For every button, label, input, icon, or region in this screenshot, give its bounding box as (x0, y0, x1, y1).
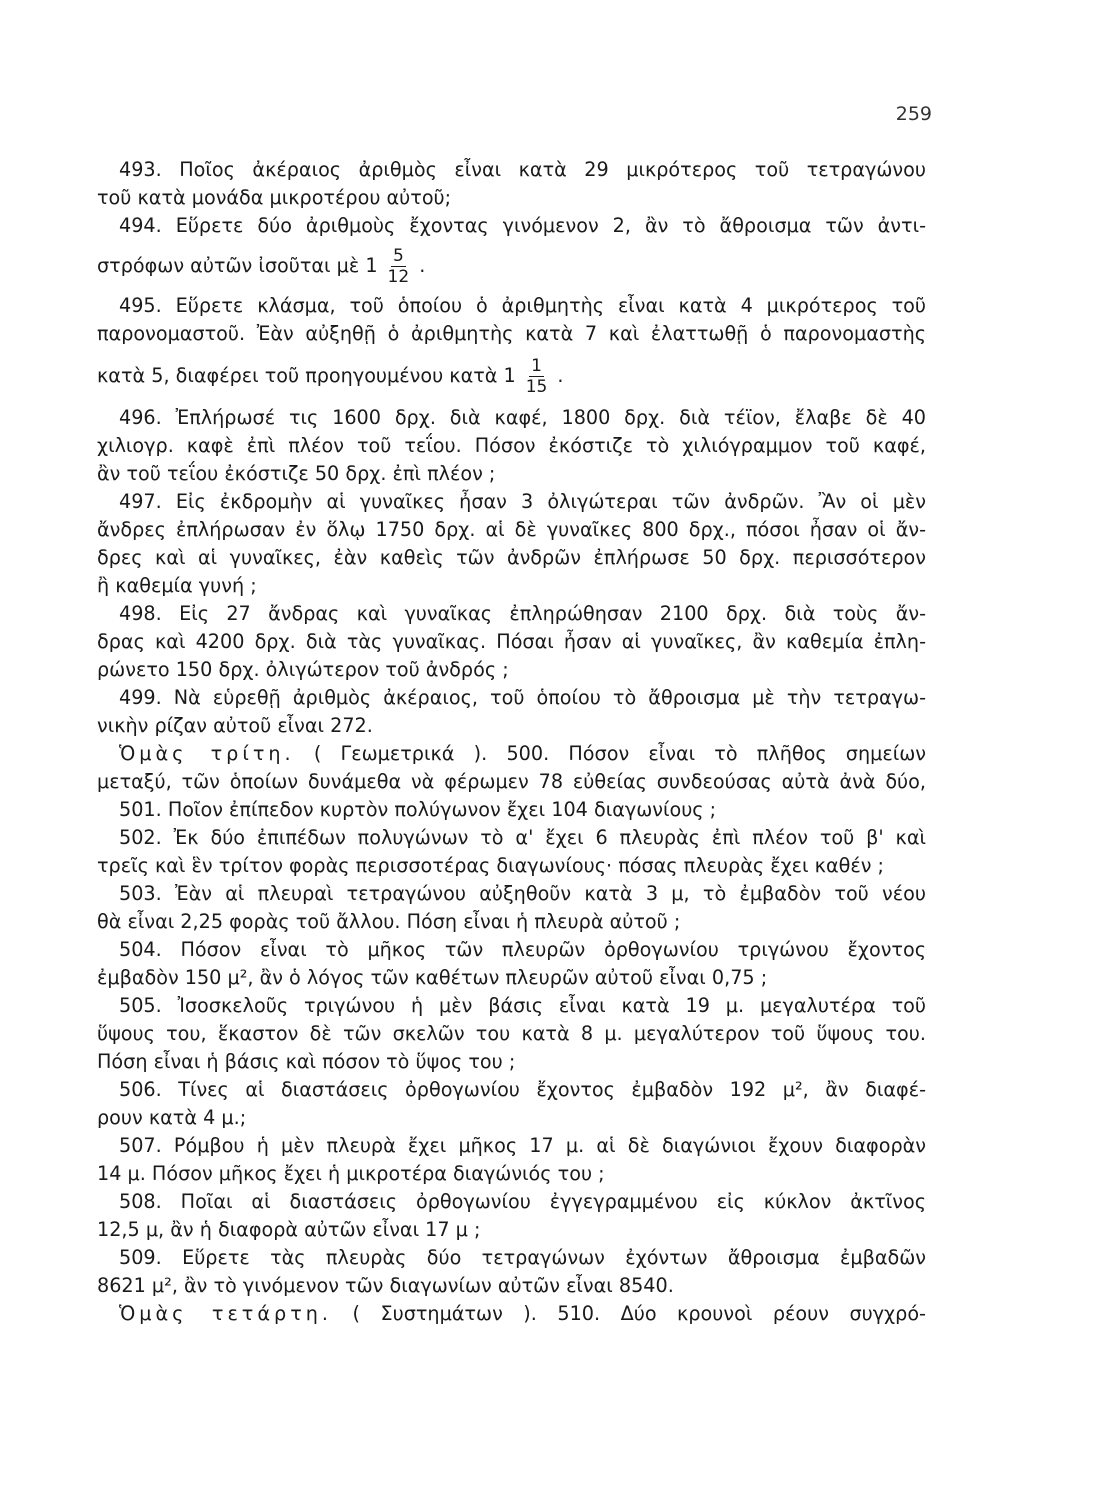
problem-506 (97, 1076, 926, 1132)
problem-line: τρεῖς καὶ ἓν τρίτον φορὰς περισσοτέρας διαγωνίους· πόσας πλευρὰς ἔχει καθέν ; (97, 854, 884, 877)
problem-line: ἢ καθεμία γυνή ; (97, 574, 257, 597)
group-subtitle: ( Συστημάτων ). (352, 1302, 537, 1325)
problem-line: ρώνετο 150 δρχ. ὀλιγώτερον τοῦ ἀνδρός ; (97, 658, 509, 681)
problem-line-with-fraction (97, 348, 926, 404)
problem-508 (97, 1188, 926, 1244)
group-subtitle: ( Γεωμετρικά ). (313, 742, 488, 765)
problem-line: 14 μ. Πόσον μῆκος ἔχει ἡ μικροτέρα διαγώνιός του ; (97, 1162, 605, 1185)
problem-line: ἂν τοῦ τεΐου ἐκόστιζε 50 δρχ. ἐπὶ πλέον ; (97, 462, 496, 485)
problem-line: Πόση εἶναι ἡ βάσις καὶ πόσον τὸ ὕψος του ; (97, 1050, 516, 1073)
problem-line: 505. Ἰσοσκελοῦς τριγώνου ἡ μὲν βάσις εἶναι κατὰ 19 μ. μεγαλυτέρα τοῦ (119, 994, 926, 1017)
problem-line: 494. Εὕρετε δύο ἀριθμοὺς ἔχοντας γινόμενον 2, ἂν τὸ ἄθροισμα τῶν ἀντι- (119, 214, 926, 237)
problem-line: 495. Εὕρετε κλάσμα, τοῦ ὁποίου ὁ ἀριθμητὴς εἶναι κατὰ 4 μικρότερος τοῦ (119, 294, 926, 317)
sentence-end: . (557, 364, 564, 387)
fraction (524, 356, 550, 397)
problem-497 (97, 488, 926, 600)
problem-line: τοῦ κατὰ μονάδα μικροτέρου αὐτοῦ; (97, 186, 452, 209)
problem-505 (97, 992, 926, 1076)
problem-line: 12,5 μ, ἂν ἡ διαφορὰ αὐτῶν εἶναι 17 μ ; (97, 1218, 481, 1241)
problem-line: κατὰ 5, διαφέρει τοῦ προηγουμένου κατὰ 1 (97, 364, 516, 387)
problem-line: 498. Εἰς 27 ἄνδρας καὶ γυναῖκας ἐπληρώθησαν 2100 δρχ. διὰ τοὺς ἄν- (119, 602, 926, 625)
problem-502 (97, 824, 926, 880)
problem-line: παρονομαστοῦ. Ἐὰν αὐξηθῇ ὁ ἀριθμητὴς κατὰ 7 καὶ ἐλαττωθῇ ὁ παρονομαστὴς (97, 322, 926, 345)
problem-504 (97, 936, 926, 992)
problem-line: 500. Πόσον εἶναι τὸ πλῆθος σημείων (506, 742, 926, 765)
problem-line: 507. Ρόμβου ἡ μὲν πλευρὰ ἔχει μῆκος 17 μ. αἱ δὲ διαγώνιοι ἔχουν διαφορὰν (119, 1134, 926, 1157)
problem-494 (97, 212, 926, 292)
problem-line: θὰ εἶναι 2,25 φορὰς τοῦ ἄλλου. Πόση εἶναι ἡ πλευρὰ αὐτοῦ ; (97, 910, 681, 933)
problem-line: ρουν κατὰ 4 μ.; (97, 1106, 247, 1129)
problem-493 (97, 156, 926, 212)
fraction-denominator: 12 (387, 266, 410, 287)
page-body (97, 156, 926, 1328)
problem-495 (97, 292, 926, 404)
problem-line: 503. Ἐὰν αἱ πλευραὶ τετραγώνου αὐξηθοῦν κατὰ 3 μ, τὸ ἐμβαδὸν τοῦ νέου (119, 882, 926, 905)
problem-498 (97, 600, 926, 684)
fraction-numerator: 5 (392, 245, 404, 266)
fraction (386, 246, 412, 287)
problem-line: 496. Ἐπλήρωσέ τις 1600 δρχ. διὰ καφέ, 1800 δρχ. διὰ τέϊον, ἔλαβε δὲ 40 (119, 406, 926, 429)
problem-503 (97, 880, 926, 936)
problem-line-with-fraction (97, 240, 926, 292)
problem-line: 8621 μ², ἂν τὸ γινόμενον τῶν διαγωνίων αὐτῶν εἶναι 8540. (97, 1274, 674, 1297)
problem-509 (97, 1244, 926, 1300)
problem-line: 502. Ἐκ δύο ἐπιπέδων πολυγώνων τὸ α' ἔχει 6 πλευρὰς ἐπὶ πλέον τοῦ β' καὶ (119, 826, 926, 849)
problem-line: δρες καὶ αἱ γυναῖκες, ἐὰν καθεὶς τῶν ἀνδρῶν ἐπλήρωσε 50 δρχ. περισσότερον (97, 546, 926, 569)
problem-line: 510. Δύο κρουνοὶ ρέουν συγχρό- (557, 1302, 926, 1325)
problem-507 (97, 1132, 926, 1188)
problem-line: χιλιογρ. καφὲ ἐπὶ πλέον τοῦ τεΐου. Πόσον ἐκόστιζε τὸ χιλιόγραμμον τοῦ καφέ, (97, 434, 926, 457)
problem-499 (97, 684, 926, 740)
problem-line: 506. Τίνες αἱ διαστάσεις ὀρθογωνίου ἔχοντος ἐμβαδὸν 192 μ², ἂν διαφέ- (119, 1078, 926, 1101)
problem-496 (97, 404, 926, 488)
problem-line: δρας καὶ 4200 δρχ. διὰ τὰς γυναῖκας. Πόσαι ἦσαν αἱ γυναῖκες, ἂν καθεμία ἐπλη- (97, 630, 926, 653)
problem-line: μεταξύ, τῶν ὁποίων δυνάμεθα νὰ φέρωμεν 78 εὐθείας συνδεούσας αὐτὰ ἀνὰ δύο, (97, 770, 926, 793)
problem-line: 499. Νὰ εὑρεθῇ ἀριθμὸς ἀκέραιος, τοῦ ὁποίου τὸ ἄθροισμα μὲ τὴν τετραγω- (119, 686, 926, 709)
page-number: 259 (895, 103, 932, 125)
group-heading: Ὁμὰς τετάρτη. (119, 1302, 333, 1325)
fraction-numerator: 1 (531, 355, 542, 376)
problem-line: 497. Εἰς ἐκδρομὴν αἱ γυναῖκες ἦσαν 3 ὀλιγώτεραι τῶν ἀνδρῶν. Ἂν οἱ μὲν (119, 490, 926, 513)
problem-line: ἄνδρες ἐπλήρωσαν ἐν ὅλῳ 1750 δρχ. αἱ δὲ γυναῖκες 800 δρχ., πόσοι ἦσαν οἱ ἄν- (97, 518, 926, 541)
group-heading-line (97, 740, 926, 768)
group-4-section (97, 1300, 926, 1328)
problem-line: 501. Ποῖον ἐπίπεδον κυρτὸν πολύγωνον ἔχει 104 διαγωνίους ; (119, 798, 717, 821)
group-3-section (97, 740, 926, 796)
group-heading-line (97, 1300, 926, 1328)
problem-line: 509. Εὕρετε τὰς πλευρὰς δύο τετραγώνων ἐχόντων ἄθροισμα ἐμβαδῶν (119, 1246, 926, 1269)
problem-line: νικὴν ρίζαν αὐτοῦ εἶναι 272. (97, 714, 373, 737)
group-heading: Ὁμὰς τρίτη. (119, 742, 295, 765)
problem-501 (97, 796, 926, 824)
fraction-denominator: 15 (525, 376, 548, 397)
problem-line: 508. Ποῖαι αἱ διαστάσεις ὀρθογωνίου ἐγγεγραμμένου εἰς κύκλον ἀκτῖνος (119, 1190, 926, 1213)
problem-line: ὕψους του, ἕκαστον δὲ τῶν σκελῶν του κατὰ 8 μ. μεγαλύτερον τοῦ ὕψους του. (97, 1022, 926, 1045)
problem-line: στρόφων αὐτῶν ἰσοῦται μὲ 1 (97, 254, 378, 277)
sentence-end: . (419, 254, 426, 277)
problem-line: 504. Πόσον εἶναι τὸ μῆκος τῶν πλευρῶν ὀρθογωνίου τριγώνου ἔχοντος (119, 938, 926, 961)
problem-line: 493. Ποῖος ἀκέραιος ἀριθμὸς εἶναι κατὰ 29 μικρότερος τοῦ τετραγώνου (119, 158, 926, 181)
problem-line: ἐμβαδὸν 150 μ², ἂν ὁ λόγος τῶν καθέτων πλευρῶν αὐτοῦ εἶναι 0,75 ; (97, 966, 768, 989)
